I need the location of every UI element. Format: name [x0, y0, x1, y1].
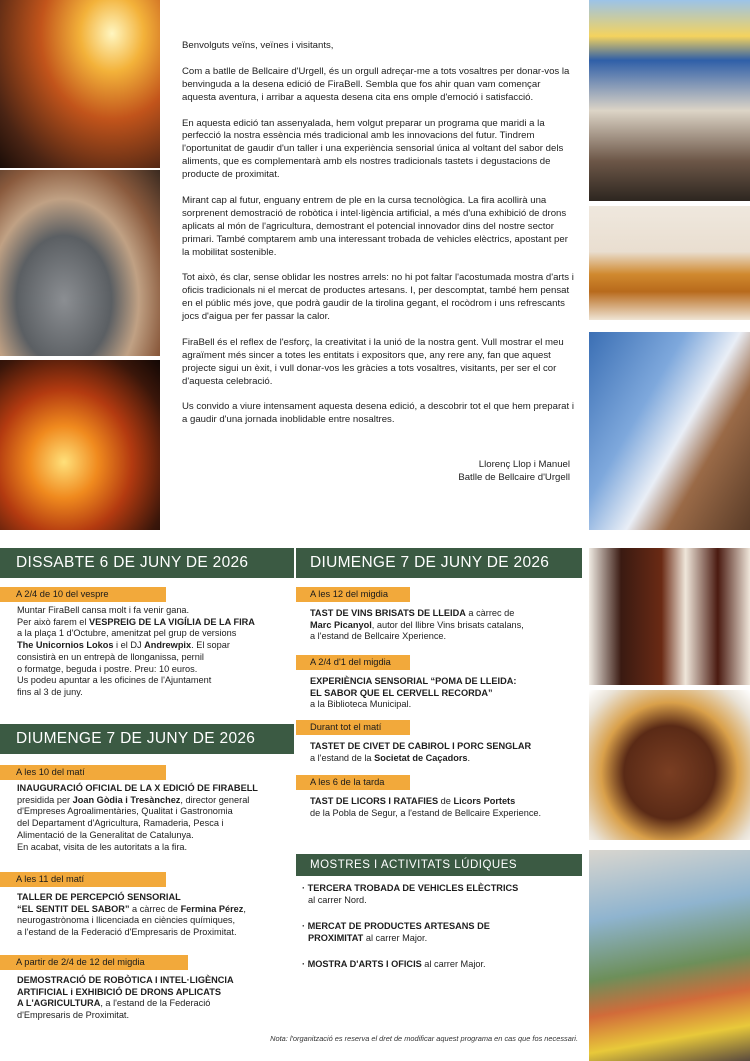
climbing-wall-photo: [589, 332, 750, 530]
time-tag: Durant tot el matí: [296, 720, 410, 735]
event-civet-tasting: TASTET DE CIVET DE CABIROL I PORC SENGLAR a l'estand de la Societat de Caçadors.: [310, 741, 532, 763]
time-tag: A les 6 de la tarda: [296, 775, 410, 790]
show-item: · MERCAT DE PRODUCTES ARTESANS DE PROXIMITAT al carrer Major.: [302, 921, 490, 943]
signature-name: Llorenç Llop i Manuel: [478, 459, 570, 470]
show-item: · TERCERA TROBADA DE VEHICLES ELÈCTRICS al carrer Nord.: [302, 883, 519, 905]
metalwork-photo: [0, 170, 160, 356]
event-liqueur-tasting: TAST DE LICORS I RATAFIES de Licors Portets de la Pobla de Segur, a l'estand de Bellcaire Experience.: [310, 796, 542, 818]
time-tag: A les 12 del migdia: [296, 587, 410, 602]
civet-stew-photo: [589, 690, 750, 840]
time-tag: A 2/4 d'1 del migdia: [296, 655, 410, 670]
letter-paragraph: Com a batlle de Bellcaire d'Urgell, és un orgull adreçar-me a tots vosaltres per donar-vos la benvinguda a la desena edició de FiraBell. Sembla que fos ahir quan vam començar aquesta aventura, i arribar a aquesta desena cita ens omple d'emoció i satisfacció.: [182, 65, 570, 103]
time-tag: A les 10 del matí: [0, 765, 166, 780]
event-inauguration: INAUGURACIÓ OFICIAL DE LA X EDICIÓ DE FIRABELL presidida per Joan Gòdia i Tresànchez, director general d'Empreses Agroalimentàries, Qualitat i Gastronomia del Departament d'Agricultura, Ramaderia, Pesca i Alimentació de la Generalitat de Catalunya. En acabat, visita de les autoritats a la fira.: [17, 783, 258, 852]
event-apple-experience: EXPERIÈNCIA SENSORIAL “POMA DE LLEIDA: EL SABOR QUE EL CERVELL RECORDA” a la Biblioteca Municipal.: [310, 676, 517, 710]
welcome-letter: [182, 40, 574, 440]
sunday-header: DIUMENGE 7 DE JUNY DE 2026: [296, 548, 582, 578]
time-tag: A partir de 2/4 de 12 del migdia: [0, 955, 188, 970]
letter-paragraph: En aquesta edició tan assenyalada, hem volgut preparar un programa que maridi a la perfecció la nostra essència més tradicional amb les innovacions del futur. Tindrem l'oportunitat de gaudir d'un taller i una experiència sensorial única al voltant del sabor dels aliments, que es complementarà amb els nostres tradicionals tastets i degustacions de producte de proximitat.: [182, 117, 564, 181]
saturday-event: Muntar FiraBell cansa molt i fa venir gana. Per això farem el VESPREIG DE LA VIGÍLIA DE LA FIRA a la plaça 1 d'Octubre, amenitzat pel grup de versions The Unicornios Lokos i el DJ Andrewpix. El sopar consistirà en un entrepà de llonganissa, pernil o formatge, beguda i postre. Preu: 10 euros. Us podeu apuntar a les oficines de l'Ajuntament fins al 3 de juny.: [17, 605, 255, 697]
letter-paragraph: Tot això, és clar, sense oblidar les nostres arrels: no hi pot faltar l'acostumada mostra d'arts i oficis tradicionals ni el mercat de productes artesans. I, per descomptat, també hem pensat en el públic més jove, que podrà gaudir de la tirolina gegant, el rocòdrom i uns refrescants jocs d'aigua per fer passar la calor.: [182, 272, 574, 323]
wine-glasses-photo: [589, 206, 750, 320]
time-tag: A 2/4 de 10 del vespre: [0, 587, 166, 602]
sunday-header: DIUMENGE 7 DE JUNY DE 2026: [0, 724, 294, 754]
glassblowing-photo: [0, 0, 160, 168]
show-item: · MOSTRA D'ARTS I OFICIS al carrer Major.: [302, 959, 486, 969]
event-wine-tasting: TAST DE VINS BRISATS DE LLEIDA a càrrec de Marc Picanyol, autor del llibre Vins brisats catalans, a l'estand de Bellcaire Xperience.: [310, 608, 524, 642]
footer-note: Nota: l'organització es reserva el dret de modificar aquest programa en cas que fos necessari.: [270, 1034, 578, 1043]
saturday-header: DISSABTE 6 DE JUNY DE 2026: [0, 548, 294, 578]
shows-header: MOSTRES I ACTIVITATS LÚDIQUES: [296, 854, 582, 876]
market-photo: [589, 0, 750, 201]
letter-greeting: Benvolguts veïns, veïnes i visitants,: [182, 40, 334, 51]
letter-paragraph: Mirant cap al futur, enguany entrem de ple en la cursa tecnològica. La fira acollirà una sorprenent demostració de robòtica i intel·ligència artificial, a més d'una exhibició de drons aplicats al món de l'agricultura, demostrant el potencial innovador dins del nostre sector primari. També comptarem amb una interessant trobada de vehicles elèctrics, apostant per la mobilitat sostenible.: [182, 194, 568, 258]
forge-photo: [0, 360, 160, 530]
letter-paragraph: Us convido a viure intensament aquesta desena edició, a descobrir tot el que hem preparat i a gaudir d'una jornada inoblidable entre nosaltres.: [182, 401, 574, 426]
event-sensory-workshop: TALLER DE PERCEPCIÓ SENSORIAL “EL SENTIT DEL SABOR” a càrrec de Fermina Pérez, neurogastrònoma i llicenciada en ciències químiques, a l'estand de la Federació d'Empresaris de Proximitat.: [17, 892, 246, 938]
event-robotics-demo: DEMOSTRACIÓ DE ROBÒTICA I INTEL·LIGÈNCIA ARTIFICIAL i EXHIBICIÓ DE DRONS APLICATS A L'AGRICULTURA, a l'estand de la Federació d'Empresaris de Proximitat.: [17, 975, 234, 1021]
signature-title: Batlle de Bellcaire d'Urgell: [458, 472, 570, 483]
letter-paragraph: FiraBell és el reflex de l'esforç, la creativitat i la unió de la nostra gent. Vull mostrar el meu agraïment més sincer a totes les entitats i expositors que, any rere any, fan que aquest projecte sigui un èxit, i vull donar-vos les gràcies a tots vosaltres, visitants, per ser el cor d'aquesta celebració.: [182, 336, 564, 387]
ratafia-bottles-photo: [589, 548, 750, 685]
signature: [182, 458, 570, 484]
water-games-photo: [589, 850, 750, 1061]
time-tag: A les 11 del matí: [0, 872, 166, 887]
